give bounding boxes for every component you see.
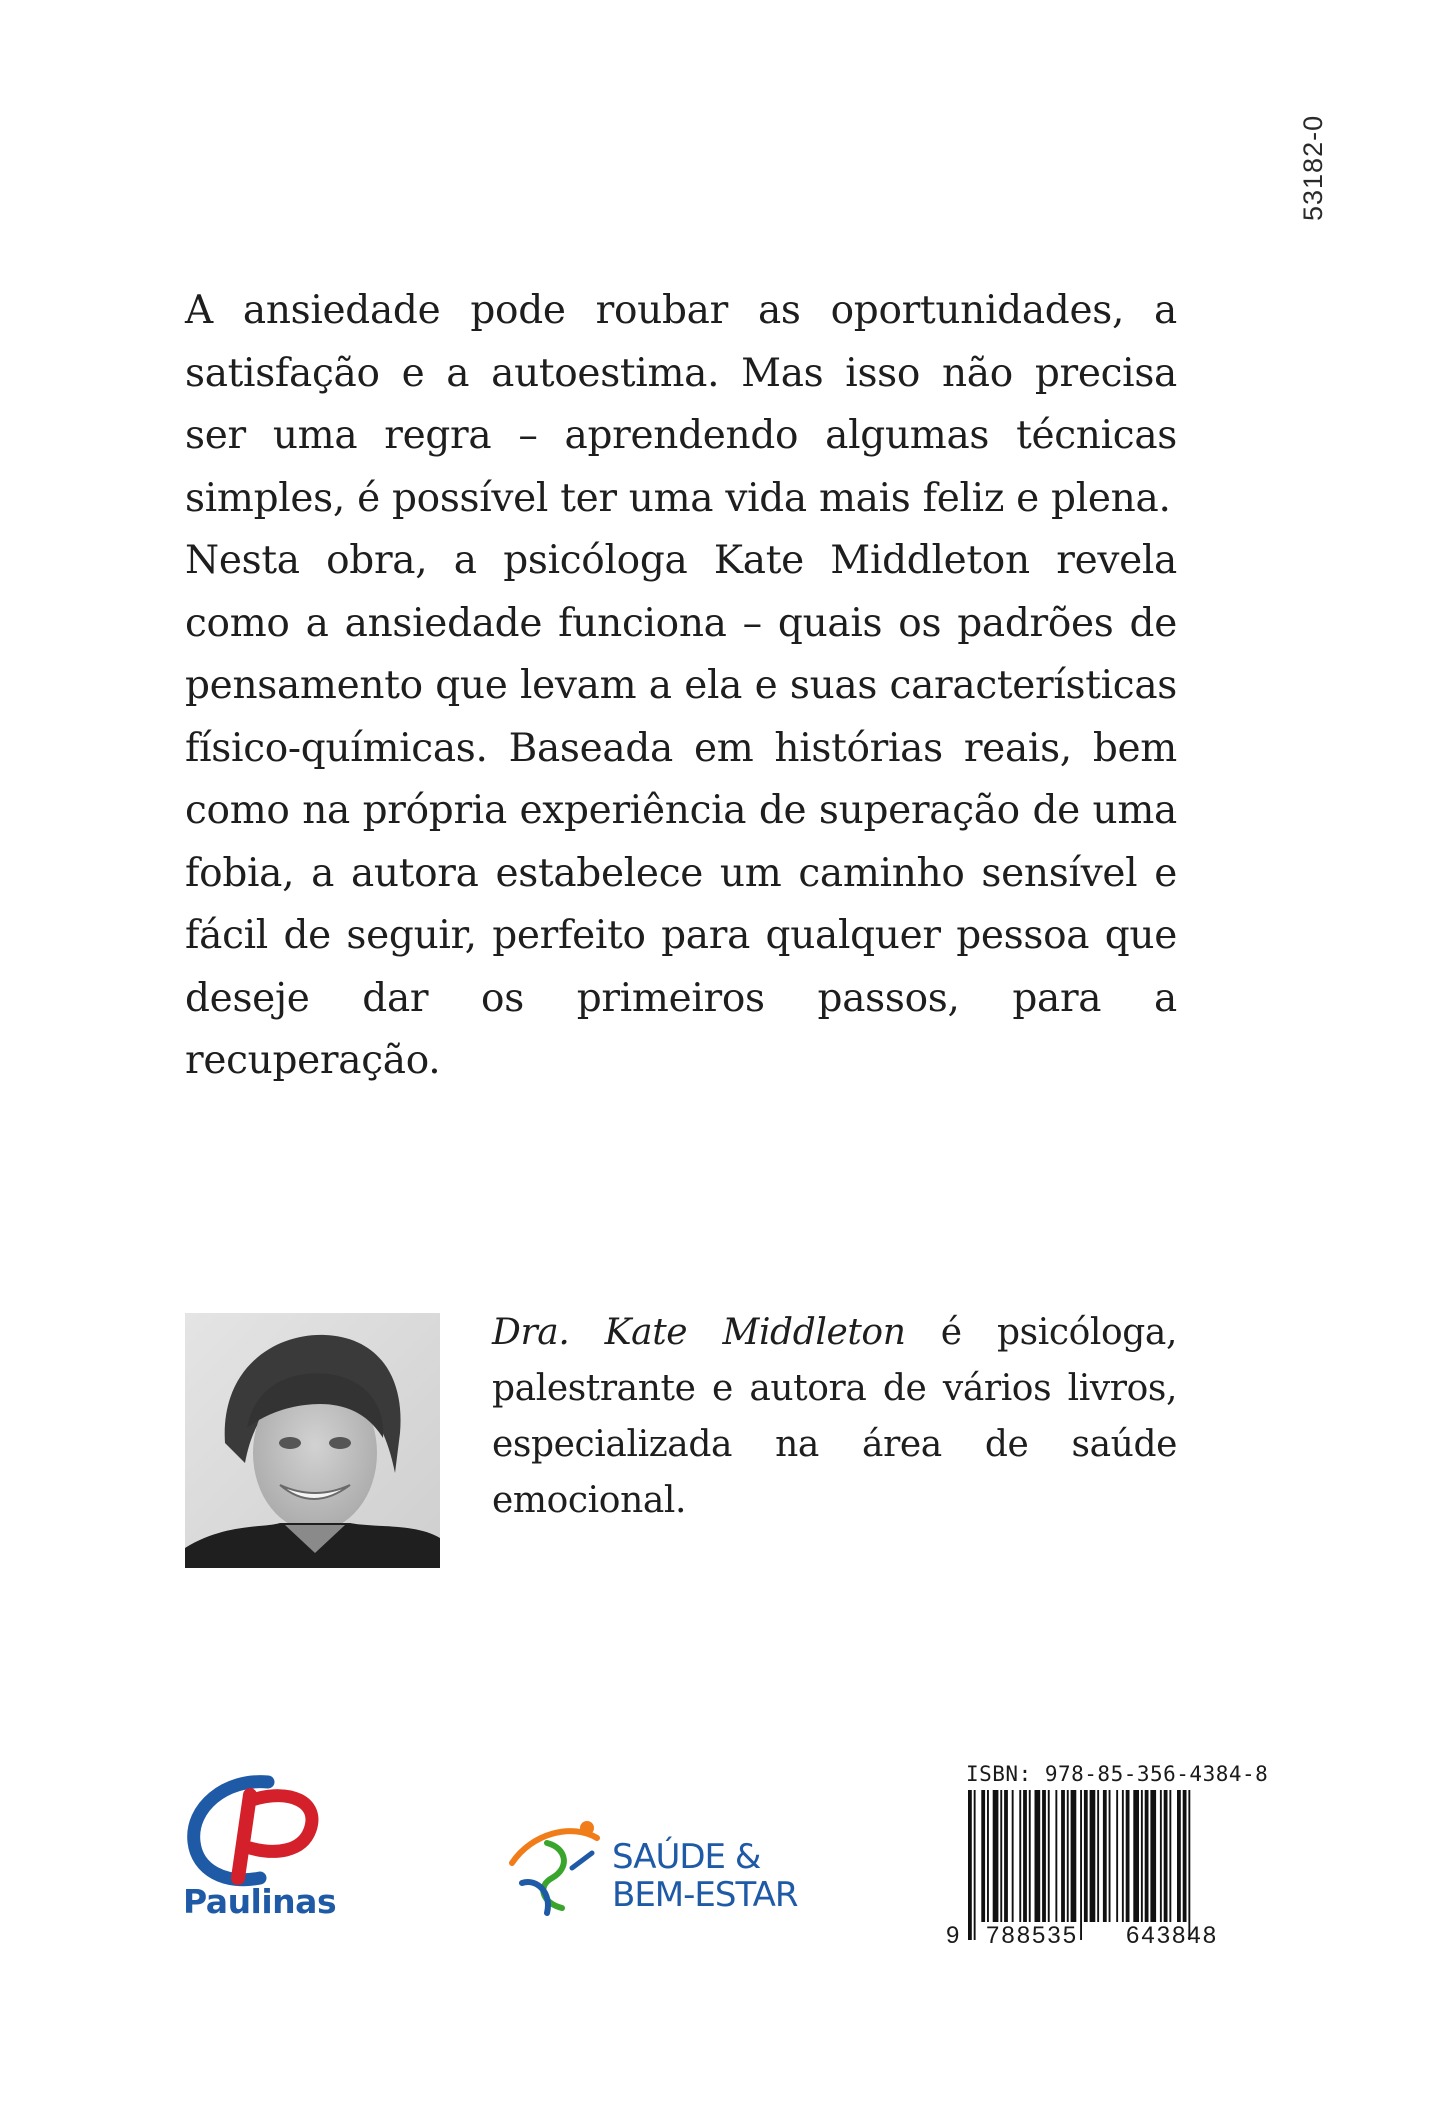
barcode-bar — [1150, 1790, 1156, 1922]
blurb-paragraph-2: Nesta obra, a psicóloga Kate Middleton revela como a ansiedade funciona – quais os padrões de pensamento que levam a ela e suas características físico-químicas. Baseada em histórias reais, bem como na própria experiência de superação de uma fobia, a autora estabelece um caminho sensível e fácil de seguir, perfeito para qualquer pessoa que deseje dar os primeiros passos, para a recuperação. — [185, 538, 1177, 1083]
barcode-bar — [1177, 1790, 1181, 1922]
collection-line-2: BEM-ESTAR — [612, 1875, 798, 1915]
barcode-bar — [1122, 1790, 1124, 1922]
barcode-bar — [1160, 1790, 1162, 1922]
barcode-bar — [1071, 1790, 1077, 1922]
back-cover-blurb — [185, 280, 1177, 1093]
barcode-bar — [974, 1790, 976, 1940]
barcode-bar — [1080, 1790, 1082, 1940]
barcode-bar — [1035, 1790, 1041, 1922]
saude-bem-estar-logo-icon — [492, 1808, 612, 1928]
barcode-bar — [981, 1790, 985, 1922]
barcode-bar — [1090, 1790, 1096, 1922]
barcode-bar — [1097, 1790, 1099, 1922]
barcode-bar — [1061, 1790, 1065, 1922]
barcode-bar — [968, 1790, 972, 1940]
author-bio-text: é psicóloga, palestrante e autora de vários livros, especializada na área de saúde emocional. — [492, 1312, 1177, 1521]
barcode-bar — [1145, 1790, 1149, 1922]
barcode-bar — [1067, 1790, 1069, 1922]
barcode-bar — [1126, 1790, 1130, 1922]
barcode-bar — [1133, 1790, 1139, 1922]
collection-line-1: SAÚDE & — [612, 1837, 761, 1877]
barcode-bar — [1029, 1790, 1031, 1922]
barcode-bar — [1109, 1790, 1111, 1922]
barcode-bar — [1019, 1790, 1021, 1922]
barcode-digits-right: 643848 — [1126, 1922, 1219, 1949]
blurb-paragraph-1: A ansiedade pode roubar as oportunidades, a satisfação e a autoestima. Mas isso não precisa ser uma regra – aprendendo algumas técnicas simples, é possível ter uma vida mais feliz e plena. — [185, 288, 1177, 521]
barcode-bar — [1048, 1790, 1050, 1922]
author-name: Dra. Kate Middleton — [492, 1312, 906, 1353]
barcode-bar — [1103, 1790, 1107, 1922]
barcode-bar — [1042, 1790, 1046, 1922]
barcode-bar — [1116, 1790, 1118, 1922]
barcode-bar — [1188, 1790, 1190, 1940]
collection-name — [612, 1838, 798, 1914]
catalog-code: 53182-0 — [1298, 114, 1328, 222]
author-bio — [492, 1305, 1177, 1529]
isbn-label: ISBN: 978-85-356-4384-8 — [966, 1762, 1269, 1786]
publisher-name: Paulinas — [183, 1882, 337, 1921]
barcode-bar — [1000, 1790, 1002, 1922]
barcode-bar — [1055, 1790, 1057, 1922]
barcode-bar — [1141, 1790, 1143, 1922]
barcode-digit-first: 9 — [946, 1922, 960, 1949]
barcode-bar — [1183, 1790, 1187, 1922]
barcode-bar — [1169, 1790, 1171, 1922]
barcode-bar — [993, 1790, 999, 1922]
barcode — [966, 1790, 1268, 1940]
author-photo — [185, 1313, 440, 1568]
barcode-bar — [1084, 1790, 1088, 1922]
barcode-bar — [1023, 1790, 1027, 1922]
barcode-bar — [1012, 1790, 1014, 1922]
barcode-bar — [1004, 1790, 1008, 1922]
barcode-digits — [946, 1922, 1276, 1950]
barcode-digits-left: 788535 — [986, 1922, 1079, 1949]
barcode-bar — [987, 1790, 989, 1922]
barcode-bar — [1164, 1790, 1168, 1922]
